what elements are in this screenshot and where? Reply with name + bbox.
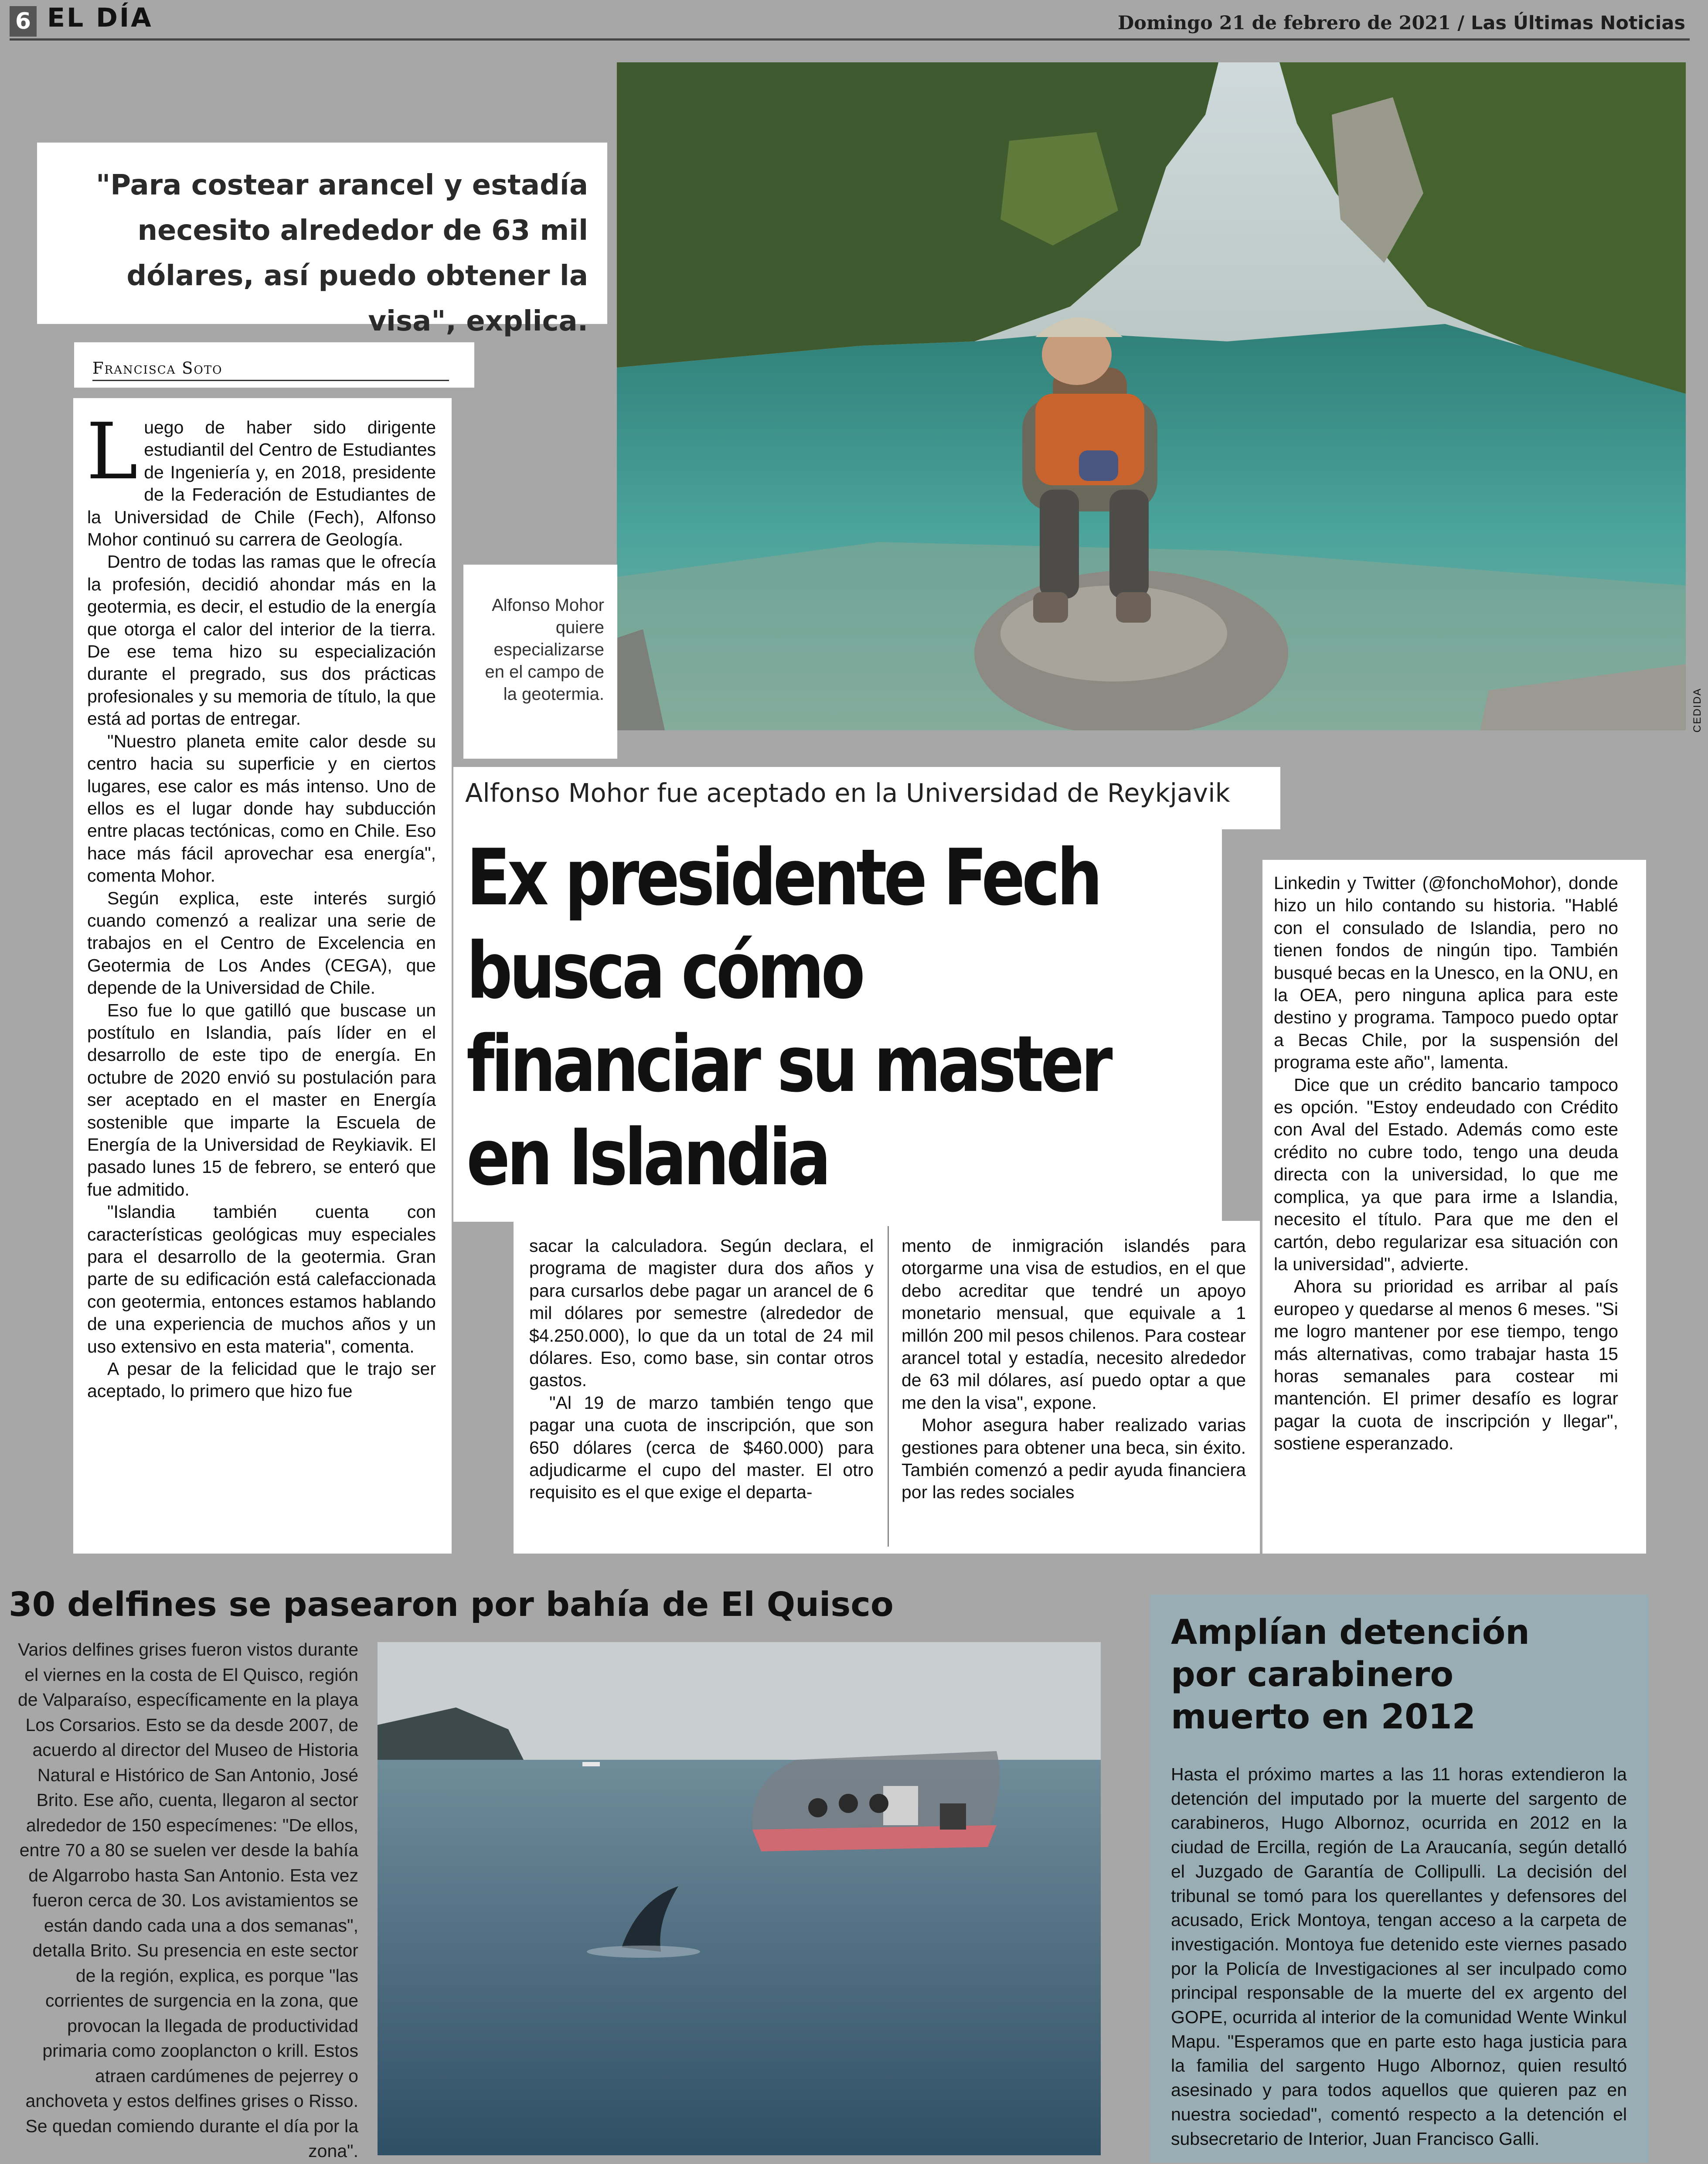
paragraph: Ahora su prioridad es arribar al país europeo y quedarse al menos 6 meses. "Si me logro mantener por ese tiempo, tengo más alternativas, como trabajar hasta 15 horas semanales para costear mi mantención. El primer desafío es lograr pagar la cuota de inscripción y llegar", sostiene esperanzado. <box>1274 1276 1618 1454</box>
publication-name: Las Últimas Noticias <box>1471 12 1685 34</box>
river-photo-illustration <box>617 62 1686 730</box>
photo-credit: CEDIDA <box>1691 688 1703 733</box>
photo-caption-box <box>463 565 617 759</box>
headline-line: en Islandia <box>466 1112 828 1203</box>
paragraph: A pesar de la felicidad que le trajo ser aceptado, lo primero que hizo fue <box>87 1359 436 1401</box>
paragraph: "Al 19 de marzo también tengo que pagar una cuota de inscripción, que son 650 dólares (cerca de $460.000) para adjudicarme el cupo del master. El otro requisito es el que exige el departa- <box>529 1392 874 1503</box>
drop-cap: L <box>86 406 138 497</box>
header-date-line <box>1118 12 1685 34</box>
sea-photo-illustration <box>378 1642 1101 2155</box>
paragraph: sacar la calculadora. Según declara, el programa de magister dura dos años y para cursarlos debe pagar un arancel de 6 mil dólares por semestre (alrededor de $4.250.000), lo que da un total de 24 mil dólares. Eso, como base, sin contar otros gastos. <box>529 1236 874 1390</box>
dolphin-photo <box>378 1642 1101 2155</box>
paragraph: Eso fue lo que gatilló que buscase un postítulo en Islandia, país líder en el desarrollo de este tipo de energía. En octubre de 2020 envió su postulación para ser aceptado en el master en Energía sostenible que imparte la Escuela de Energía de la Universidad de Reykiavik. El pasado lunes 15 de febrero, se enteró que fue admitido. <box>87 1000 436 1200</box>
main-photo <box>617 62 1686 730</box>
paragraph: Mohor asegura haber realizado varias gestiones para obtener una beca, sin éxito. También comenzó a pedir ayuda financiera por las redes sociales <box>902 1415 1246 1503</box>
headline <box>466 831 1110 1204</box>
paragraph: Linkedin y Twitter (@fonchoMohor), donde hizo un hilo contando su historia. "Hablé con el consulado de Islandia, pero no tienen fondos de ningún tipo. También busqué becas en la Unesco, en la ONU, en la OEA, pero ninguna aplica para este destino y programa. Tampoco puedo optar a Becas Chile, por la suspensión del programa este año", lamenta. <box>1274 873 1618 1073</box>
paragraph: mento de inmigración islandés para otorgarme una visa de estudios, en el que debo acreditar que tendré un apoyo monetario mensual, que equivale a 1 millón 200 mil pesos chilenos. Para costear arancel total y estadía, necesito alrededor de 63 mil dólares, así puedo optar a que me den la visa", expone. <box>902 1236 1246 1413</box>
byline-box <box>74 342 474 388</box>
header-separator: / <box>1457 12 1465 34</box>
paragraph: Dentro de todas las ramas que le ofrecía la profesión, decidió ahondar más en la geotermia, es decir, el estudio de la energía que otorga el calor del interior de la tierra. De ese tema hizo su especialización durante el pregrado, sus dos prácticas profesionales y su memoria de título, la que está ad portas de entregar. <box>87 552 436 729</box>
paragraph: Dice que un crédito bancario tampoco es opción. "Estoy endeudado con Crédito con Aval del Estado. Además como este crédito no cubre todo, tengo una deuda directa con la universidad, lo que me complica, ya que para irme a Islandia, necesito el título. Para que me den el cartón, debo regularizar esa situación con la universidad", advierte. <box>1274 1074 1618 1274</box>
article-column-2 <box>529 1235 874 1504</box>
carabinero-sidebar <box>1150 1595 1649 2163</box>
article-column-1 <box>86 406 436 1403</box>
section-title: EL DÍA <box>47 3 153 33</box>
header-date: Domingo 21 de febrero de 2021 <box>1118 12 1451 34</box>
carabinero-headline <box>1171 1612 1530 1738</box>
paragraph: Luego de haber sido dirigente estudiantil del Centro de Estudiantes de Ingeniería y, en 2018, presidente de la Federación de Estudiantes de la Universidad de Chile (Fech), Alfonso Mohor continuó su carrera de Geología. <box>86 406 436 550</box>
carabinero-body: Hasta el próximo martes a las 11 horas extendieron la detención del imputado por la muerte del sargento de carabineros, Hugo Albornoz, ocurrida en 2012 en la ciudad de Ercilla, región de La Araucanía, según detalló el Juzgado de Garantía de Collipulli. La decisión del tribunal se tomó para los querellantes y defensores del acusado, Erick Montoya, tengan acceso a la carpeta de investigación. Montoya fue detenido este viernes pasado por la Policía de Investigaciones al ser inculpado como principal responsable de la muerte del ex argento del GOPE, ocurrida al interior de la comunidad Wente Winkul Mapu. "Esperamos que en parte esto haga justicia para la familia del sargento Hugo Albornoz, quien resultó asesinado y para todos aquellos que quieren paz en nuestra sociedad", comentó respecto a la detención el subsecretario de Interior, Juan Francisco Galli. <box>1171 1764 1627 2149</box>
headline-line: Ex presidente Fech <box>466 832 1099 923</box>
pull-quote: "Para costear arancel y estadía necesito alrededor de 63 mil dólares, así puedo obtener la visa", explica. <box>95 169 588 337</box>
page-number: 6 <box>10 6 37 37</box>
byline: Francisca Soto <box>92 359 223 378</box>
paragraph: "Islandia también cuenta con características geológicas muy especiales para el desarrollo de la geotermia. Gran parte de su edificación está calefaccionada con geotermia, entonces estamos hablando de una experiencia de muchos años y un uso extensivo en esta materia", comenta. <box>87 1202 436 1356</box>
dolphins-headline: 30 delfines se pasearon por bahía de El Quisco <box>9 1585 894 1624</box>
kicker: Alfonso Mohor fue aceptado en la Universidad de Reykjavik <box>465 778 1230 808</box>
column-divider <box>888 1226 889 1547</box>
article-column-3 <box>902 1235 1246 1504</box>
headline-line: muerto en 2012 <box>1171 1697 1476 1737</box>
article-column-4 <box>1274 872 1618 1455</box>
paragraph: Según explica, este interés surgió cuando comenzó a realizar una serie de trabajos en el Centro de Excelencia en Geotermia de Los Andes (CEGA), que depende de la Universidad de Chile. <box>87 888 436 998</box>
headline-line: Amplían detención <box>1171 1613 1530 1652</box>
kicker-box <box>453 767 1280 829</box>
paragraph: "Nuestro planeta emite calor desde su centro hacia su superficie y en ciertos lugares, ese calor es más intenso. Uno de ellos es el lugar donde hay subducción entre placas tectónicas, como en Chile. Eso hace más fácil aprovechar esa energía", comenta Mohor. <box>87 731 436 886</box>
byline-rule <box>92 380 449 381</box>
headline-box <box>453 828 1222 1222</box>
headline-line: busca cómo <box>466 926 862 1016</box>
pull-quote-box <box>37 143 607 337</box>
header-rule <box>10 38 1690 41</box>
headline-line: por carabinero <box>1171 1655 1454 1694</box>
headline-line: financiar su master <box>466 1019 1110 1109</box>
photo-caption: Alfonso Mohor quiere especializarse en el campo de la geotermia. <box>485 596 604 704</box>
dolphins-body: Varios delfines grises fueron vistos durante el viernes en la costa de El Quisco, región de Valparaíso, específicamente en la playa Los Corsarios. Esto se da desde 2007, de acuerdo al director del Museo de Historia Natural e Histórico de San Antonio, José Brito. Ese año, cuenta, llegaron al sector alrededor de 150 especímenes: "De ellos, entre 70 a 80 se suelen ver desde la bahía de Algarrobo hasta San Antonio. Esta vez fueron cerca de 30. Los avistamientos se están dando cada una a dos semanas", detalla Brito. Su presencia en este sector de la región, explica, es porque "las corrientes de surgencia en la zona, que provocan la llegada de productividad primaria como zooplancton o krill. Estos atraen cardúmenes de pejerrey o anchoveta y estos delfines grises o Risso. Se quedan comiendo durante el día por la zona". <box>17 1639 358 2161</box>
